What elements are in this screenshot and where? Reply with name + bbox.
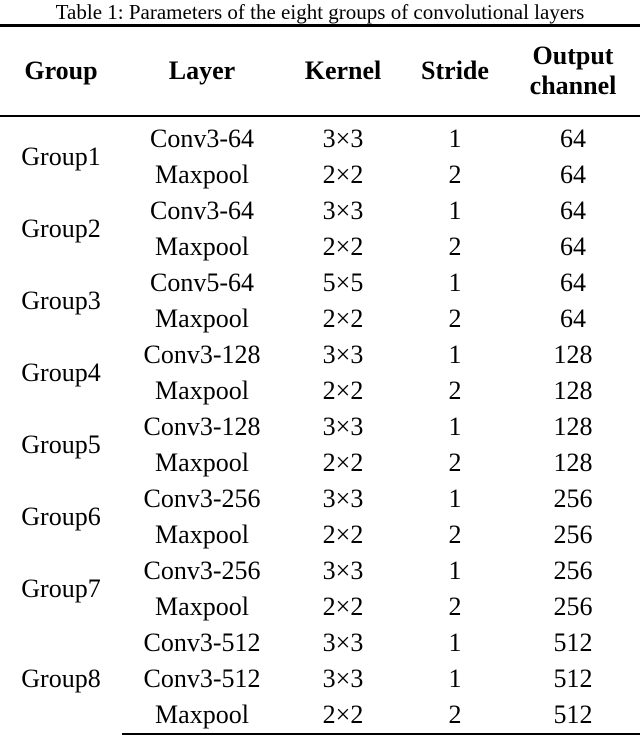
cell-kernel: 2×2 (322, 303, 364, 333)
cell-output: 128 (553, 375, 593, 405)
cell-stride: 2 (404, 697, 506, 734)
cell-stride: 1 (448, 123, 462, 153)
cell-kernel: 3×3 (322, 195, 364, 225)
cell-output: 512 (553, 627, 593, 657)
cell-output: 128 (553, 411, 593, 441)
parameters-table (0, 24, 640, 735)
cell-output: 64 (560, 195, 586, 225)
cell-output: 64 (560, 159, 586, 189)
cell-layer: Maxpool (155, 375, 249, 405)
table-row (0, 625, 640, 661)
cell-kernel: 2×2 (322, 231, 364, 261)
table-row (0, 337, 640, 373)
cell-stride: 1 (448, 627, 462, 657)
cell-layer: Maxpool (155, 447, 249, 477)
cell-layer: Conv3-64 (150, 195, 254, 225)
cell-kernel: 3×3 (322, 555, 364, 585)
cell-output: 64 (560, 123, 586, 153)
cell-output: 128 (553, 339, 593, 369)
cell-stride: 2 (448, 447, 462, 477)
cell-stride: 2 (448, 303, 462, 333)
header-kernel: Kernel (282, 26, 404, 116)
cell-output: 256 (553, 591, 593, 621)
cell-stride: 2 (448, 231, 462, 261)
cell-group-name: Group3 (21, 285, 101, 315)
cell-layer: Maxpool (155, 591, 249, 621)
header-group: Group (0, 26, 122, 116)
cell-stride: 1 (448, 195, 462, 225)
cell-layer: Conv3-128 (143, 339, 261, 369)
cell-group-name: Group6 (21, 501, 101, 531)
table-row (0, 265, 640, 301)
header-stride: Stride (404, 26, 506, 116)
cell-kernel: 2×2 (322, 447, 364, 477)
cell-layer: Maxpool (155, 519, 249, 549)
cell-layer: Conv3-64 (150, 123, 254, 153)
cell-stride: 2 (448, 591, 462, 621)
header-layer: Layer (122, 26, 282, 116)
cell-kernel: 3×3 (322, 411, 364, 441)
cell-group-name: Group4 (21, 357, 101, 387)
cell-output: 256 (553, 519, 593, 549)
cell-kernel: 3×3 (322, 627, 364, 657)
header-output-line1: Output (532, 40, 614, 70)
table-row (0, 481, 640, 517)
cell-output: 128 (553, 447, 593, 477)
cell-stride: 1 (448, 339, 462, 369)
table-row (0, 553, 640, 589)
cell-group-name: Group1 (21, 141, 101, 171)
cell-layer: Conv3-256 (143, 483, 261, 513)
cell-layer: Conv3-512 (143, 627, 261, 657)
table-row (0, 116, 640, 157)
cell-stride: 2 (448, 159, 462, 189)
cell-kernel: 3×3 (322, 339, 364, 369)
cell-output: 512 (553, 663, 593, 693)
table-row (0, 193, 640, 229)
cell-kernel: 2×2 (322, 591, 364, 621)
cell-output: 64 (560, 267, 586, 297)
table-row (0, 409, 640, 445)
table-caption: Table 1: Parameters of the eight groups of convolutional layers (55, 0, 585, 24)
cell-stride: 1 (448, 555, 462, 585)
cell-kernel: 2×2 (322, 375, 364, 405)
cell-layer: Conv3-128 (143, 411, 261, 441)
cell-group-name: Group2 (21, 213, 101, 243)
cell-stride: 2 (448, 375, 462, 405)
cell-layer: Conv3-256 (143, 555, 261, 585)
cell-group-name: Group7 (21, 573, 101, 603)
cell-layer: Maxpool (155, 303, 249, 333)
cell-kernel: 5×5 (322, 267, 364, 297)
cell-kernel: 2×2 (322, 519, 364, 549)
cell-group-name: Group8 (21, 664, 101, 693)
cell-output: 64 (560, 231, 586, 261)
cell-stride: 1 (448, 483, 462, 513)
cell-stride: 1 (448, 267, 462, 297)
cell-kernel: 2×2 (322, 159, 364, 189)
cell-output: 256 (553, 483, 593, 513)
cell-kernel: 3×3 (322, 483, 364, 513)
cell-stride: 1 (448, 663, 462, 693)
cell-stride: 2 (448, 519, 462, 549)
cell-output: 256 (553, 555, 593, 585)
header-output-line2: channel (529, 70, 617, 100)
cell-layer: Maxpool (122, 697, 282, 734)
cell-output: 512 (506, 697, 640, 734)
header-output-channel (506, 26, 640, 116)
cell-layer: Maxpool (155, 231, 249, 261)
cell-stride: 1 (448, 411, 462, 441)
table-body (0, 116, 640, 734)
header-row (0, 26, 640, 116)
cell-kernel: 3×3 (322, 663, 364, 693)
cell-layer: Conv3-512 (143, 663, 261, 693)
cell-layer: Maxpool (155, 159, 249, 189)
cell-kernel: 3×3 (322, 123, 364, 153)
cell-kernel: 2×2 (282, 697, 404, 734)
cell-group-name: Group5 (21, 429, 101, 459)
cell-layer: Conv5-64 (150, 267, 254, 297)
cell-output: 64 (560, 303, 586, 333)
